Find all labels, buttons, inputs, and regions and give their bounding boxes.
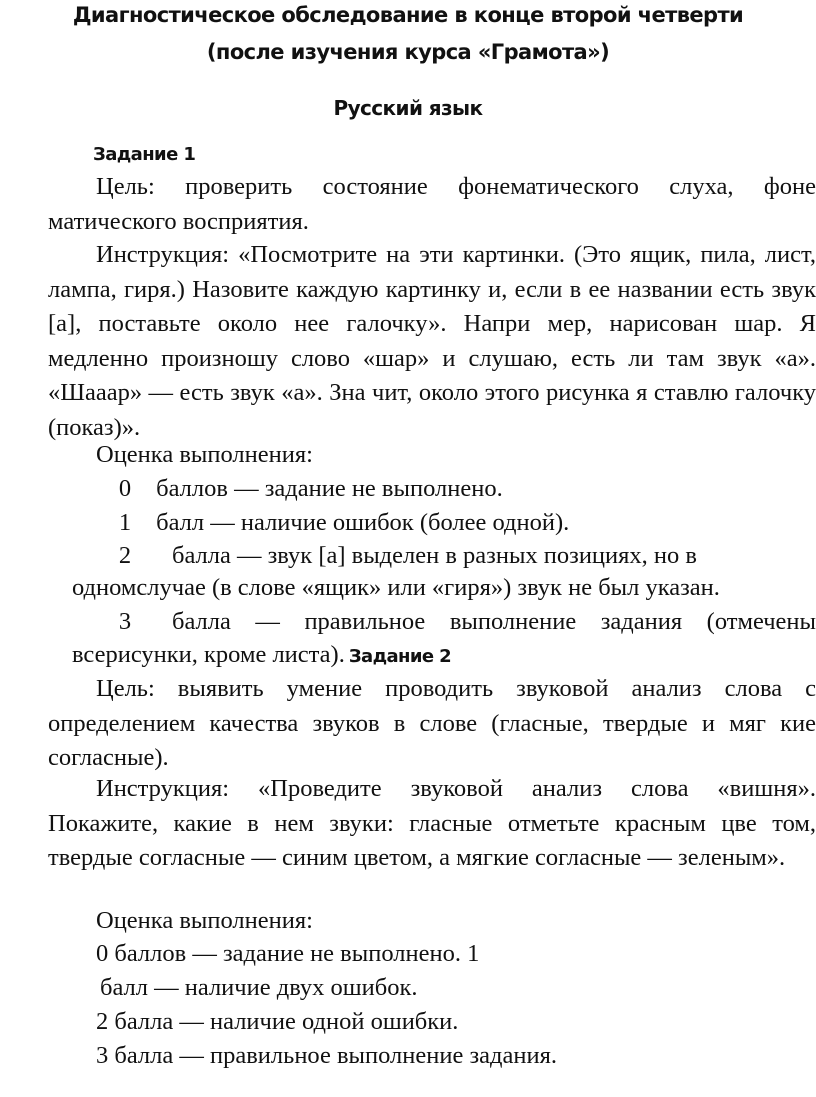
task-2-instruction: Инструкция: «Проведите звуковой анализ слова «вишня». Покажите, какие в нем звуки: гласные отметьте красным цве том, твердые согласные — синим цветом, а мягкие согласные — зеленым». bbox=[48, 775, 816, 871]
task-1-instruction: Инструкция: «Посмотрите на эти картинки. (Это ящик, пила, лист, лампа, гиря.) Назовите каждую картинку и, если в ее названии есть звук [а], поставьте около нее галочку». Напри мер, нарисован шар. Я медленно произношу слово «шар» и слушаю, есть ли там звук «а». «Шааар» — есть звук «а». Зна чит, около этого рисунка я ставлю галочку (показ)». bbox=[48, 241, 816, 441]
task-2-score-line: 0 баллов — задание не выполнено. 1 bbox=[96, 940, 480, 967]
score-text: балл — наличие ошибок (более одной). bbox=[156, 509, 570, 536]
task-2-score-line: балл — наличие двух ошибок. bbox=[100, 974, 418, 1001]
score-text-rest: всерисунки, кроме листа). bbox=[72, 641, 345, 668]
task-1-score-2-cont: одномслучае (в слове «ящик» или «гиря») звук не был указан. bbox=[72, 574, 720, 601]
score-first-line bbox=[100, 541, 816, 571]
page-title-line-1: Диагностическое обследование в конце второй четверти bbox=[72, 3, 744, 27]
task-2-score-line: 2 балла — наличие одной ошибки. bbox=[96, 1008, 459, 1035]
task-1-heading: Задание 1 bbox=[93, 144, 196, 165]
task-1-score-3-cont bbox=[72, 640, 451, 673]
score-text: балла — звук [а] выделен в разных позициях, но в bbox=[172, 542, 697, 569]
task-1-score-1 bbox=[100, 508, 569, 538]
task-2-goal: Цель: выявить умение проводить звуковой анализ слова с определением качества звуков в слове (гласные, твердые и мяг кие согласные). bbox=[48, 675, 816, 771]
score-text: балла — правильное выполнение задания (отмечены bbox=[172, 608, 816, 635]
subject-heading: Русский язык bbox=[333, 96, 483, 120]
task-2-score-line: 3 балла — правильное выполнение задания. bbox=[96, 1042, 557, 1069]
score-points: 0 bbox=[118, 475, 132, 502]
score-text: баллов — задание не выполнено. bbox=[156, 475, 503, 502]
task-2-heading: Задание 2 bbox=[348, 646, 452, 667]
score-points: 1 bbox=[118, 509, 132, 536]
task-1-score-3 bbox=[100, 607, 816, 637]
score-points: 3 bbox=[118, 608, 132, 635]
task-1-score-2 bbox=[100, 541, 816, 571]
task-1-goal: Цель: проверить состояние фонематического слуха, фоне матического восприятия. bbox=[48, 173, 816, 235]
score-first-line bbox=[100, 607, 816, 637]
task-2-assessment-label: Оценка выполнения: bbox=[96, 907, 313, 934]
task-1-assessment-label: Оценка выполнения: bbox=[96, 441, 313, 468]
task-1-score-0 bbox=[100, 474, 503, 504]
score-points: 2 bbox=[118, 542, 132, 569]
page-title-line-2: (после изучения курса «Грамота») bbox=[206, 40, 610, 64]
